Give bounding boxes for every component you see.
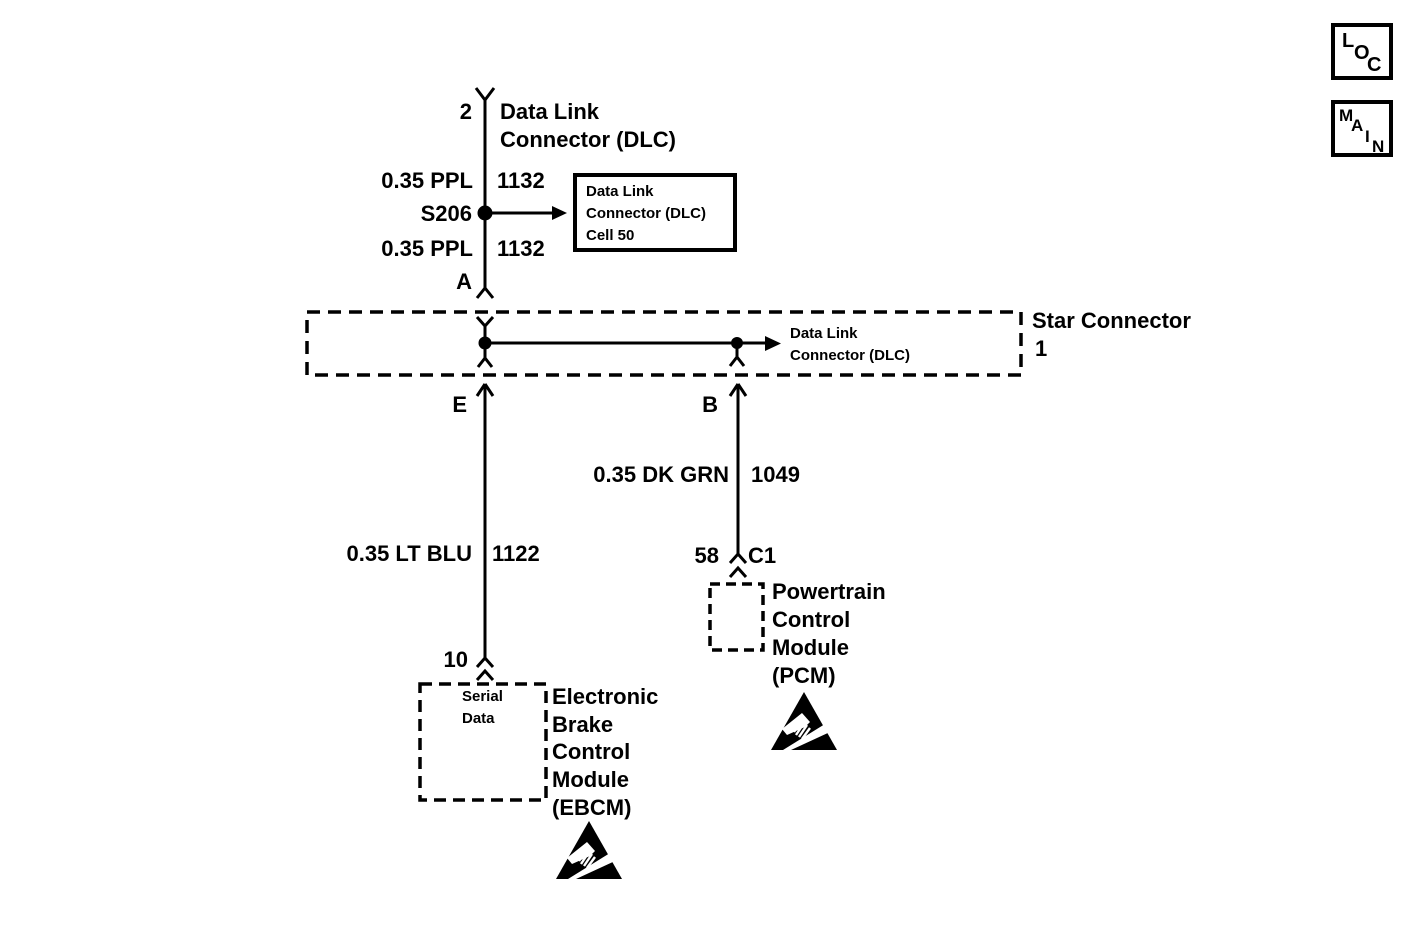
ebcm-name-line1: Electronic (552, 684, 659, 709)
loc-letter: C (1367, 54, 1382, 76)
ebcm-name-line3: Control (552, 739, 631, 764)
connector-chevron-icon (477, 671, 493, 680)
wire-label-size-color: 0.35 PPL (381, 236, 473, 261)
dlc-name-line2: Connector (DLC) (500, 127, 676, 152)
connector-fork-down-icon (477, 288, 493, 298)
bus-arrow-label-line2: Connector (DLC) (790, 347, 910, 364)
connector-fork-up-icon (477, 317, 493, 326)
ebcm-name-line5: (EBCM) (552, 795, 632, 820)
connector-chevron-icon (730, 568, 746, 577)
loc-letter: L (1342, 30, 1355, 52)
pcm-name-line4: (PCM) (772, 663, 836, 688)
ebcm-pin-number: 10 (443, 647, 468, 672)
pcm-pin-number: 58 (694, 543, 719, 568)
main-letter: M (1339, 106, 1354, 125)
terminal-b-label: B (702, 392, 718, 417)
terminal-a-label: A (456, 269, 472, 294)
cell-ref-line1: Data Link (586, 183, 654, 200)
splice-dot-icon (479, 207, 491, 219)
splice-label: S206 (420, 201, 472, 226)
dlc-pin-number: 2 (459, 99, 472, 124)
star-connector-internals (477, 317, 781, 367)
ebcm-pin-function-line2: Data (462, 710, 495, 727)
dlc-name-line1: Data Link (500, 99, 600, 124)
loc-letter: O (1354, 42, 1370, 64)
cell-ref-line3: Cell 50 (586, 227, 635, 244)
star-connector-number: 1 (1035, 336, 1048, 361)
pcm-outline (710, 584, 763, 650)
star-connector-name: Star Connector (1032, 308, 1191, 333)
cell-reference-box[interactable] (573, 173, 737, 252)
pcm-name-line1: Powertrain (772, 579, 886, 604)
esd-sensitive-icon-pcm (771, 692, 837, 750)
connector-fork-up-icon (476, 88, 494, 100)
main-letter: N (1372, 137, 1385, 156)
cell-ref-line2: Connector (DLC) (586, 205, 706, 222)
dlc-wire (476, 88, 494, 298)
terminal-e-label: E (452, 392, 467, 417)
main-letter: A (1351, 116, 1364, 135)
wire-label-circuit: 1049 (751, 462, 800, 487)
main-button[interactable] (1331, 100, 1393, 157)
bus-arrow-label-line1: Data Link (790, 325, 858, 342)
wire-label-size-color: 0.35 DK GRN (593, 462, 729, 487)
pcm-connector-id: C1 (748, 543, 777, 568)
pcm-name-line2: Control (772, 607, 851, 632)
wire-label-circuit: 1132 (497, 168, 545, 193)
loc-button[interactable] (1331, 23, 1393, 80)
ebcm-name-line4: Module (552, 767, 629, 792)
pcm-wire (730, 384, 746, 577)
wire-label-circuit: 1122 (492, 541, 540, 566)
ebcm-wire (477, 384, 493, 680)
wire-label-circuit: 1132 (497, 236, 545, 261)
connector-fork-down-icon (477, 658, 493, 667)
splice-s206 (479, 206, 567, 220)
main-letter: I (1365, 127, 1370, 146)
pcm-name-line3: Module (772, 635, 849, 660)
ebcm-pin-function-line1: Serial (462, 688, 503, 705)
connector-fork-down-icon (730, 554, 746, 563)
esd-sensitive-icon-ebcm (556, 821, 622, 879)
ebcm-name-line2: Brake (552, 712, 614, 737)
wire-label-size-color: 0.35 PPL (381, 168, 473, 193)
bus-arrowhead-icon (765, 336, 781, 351)
wire-label-size-color: 0.35 LT BLU (346, 541, 472, 566)
reference-arrowhead-icon (552, 206, 567, 220)
